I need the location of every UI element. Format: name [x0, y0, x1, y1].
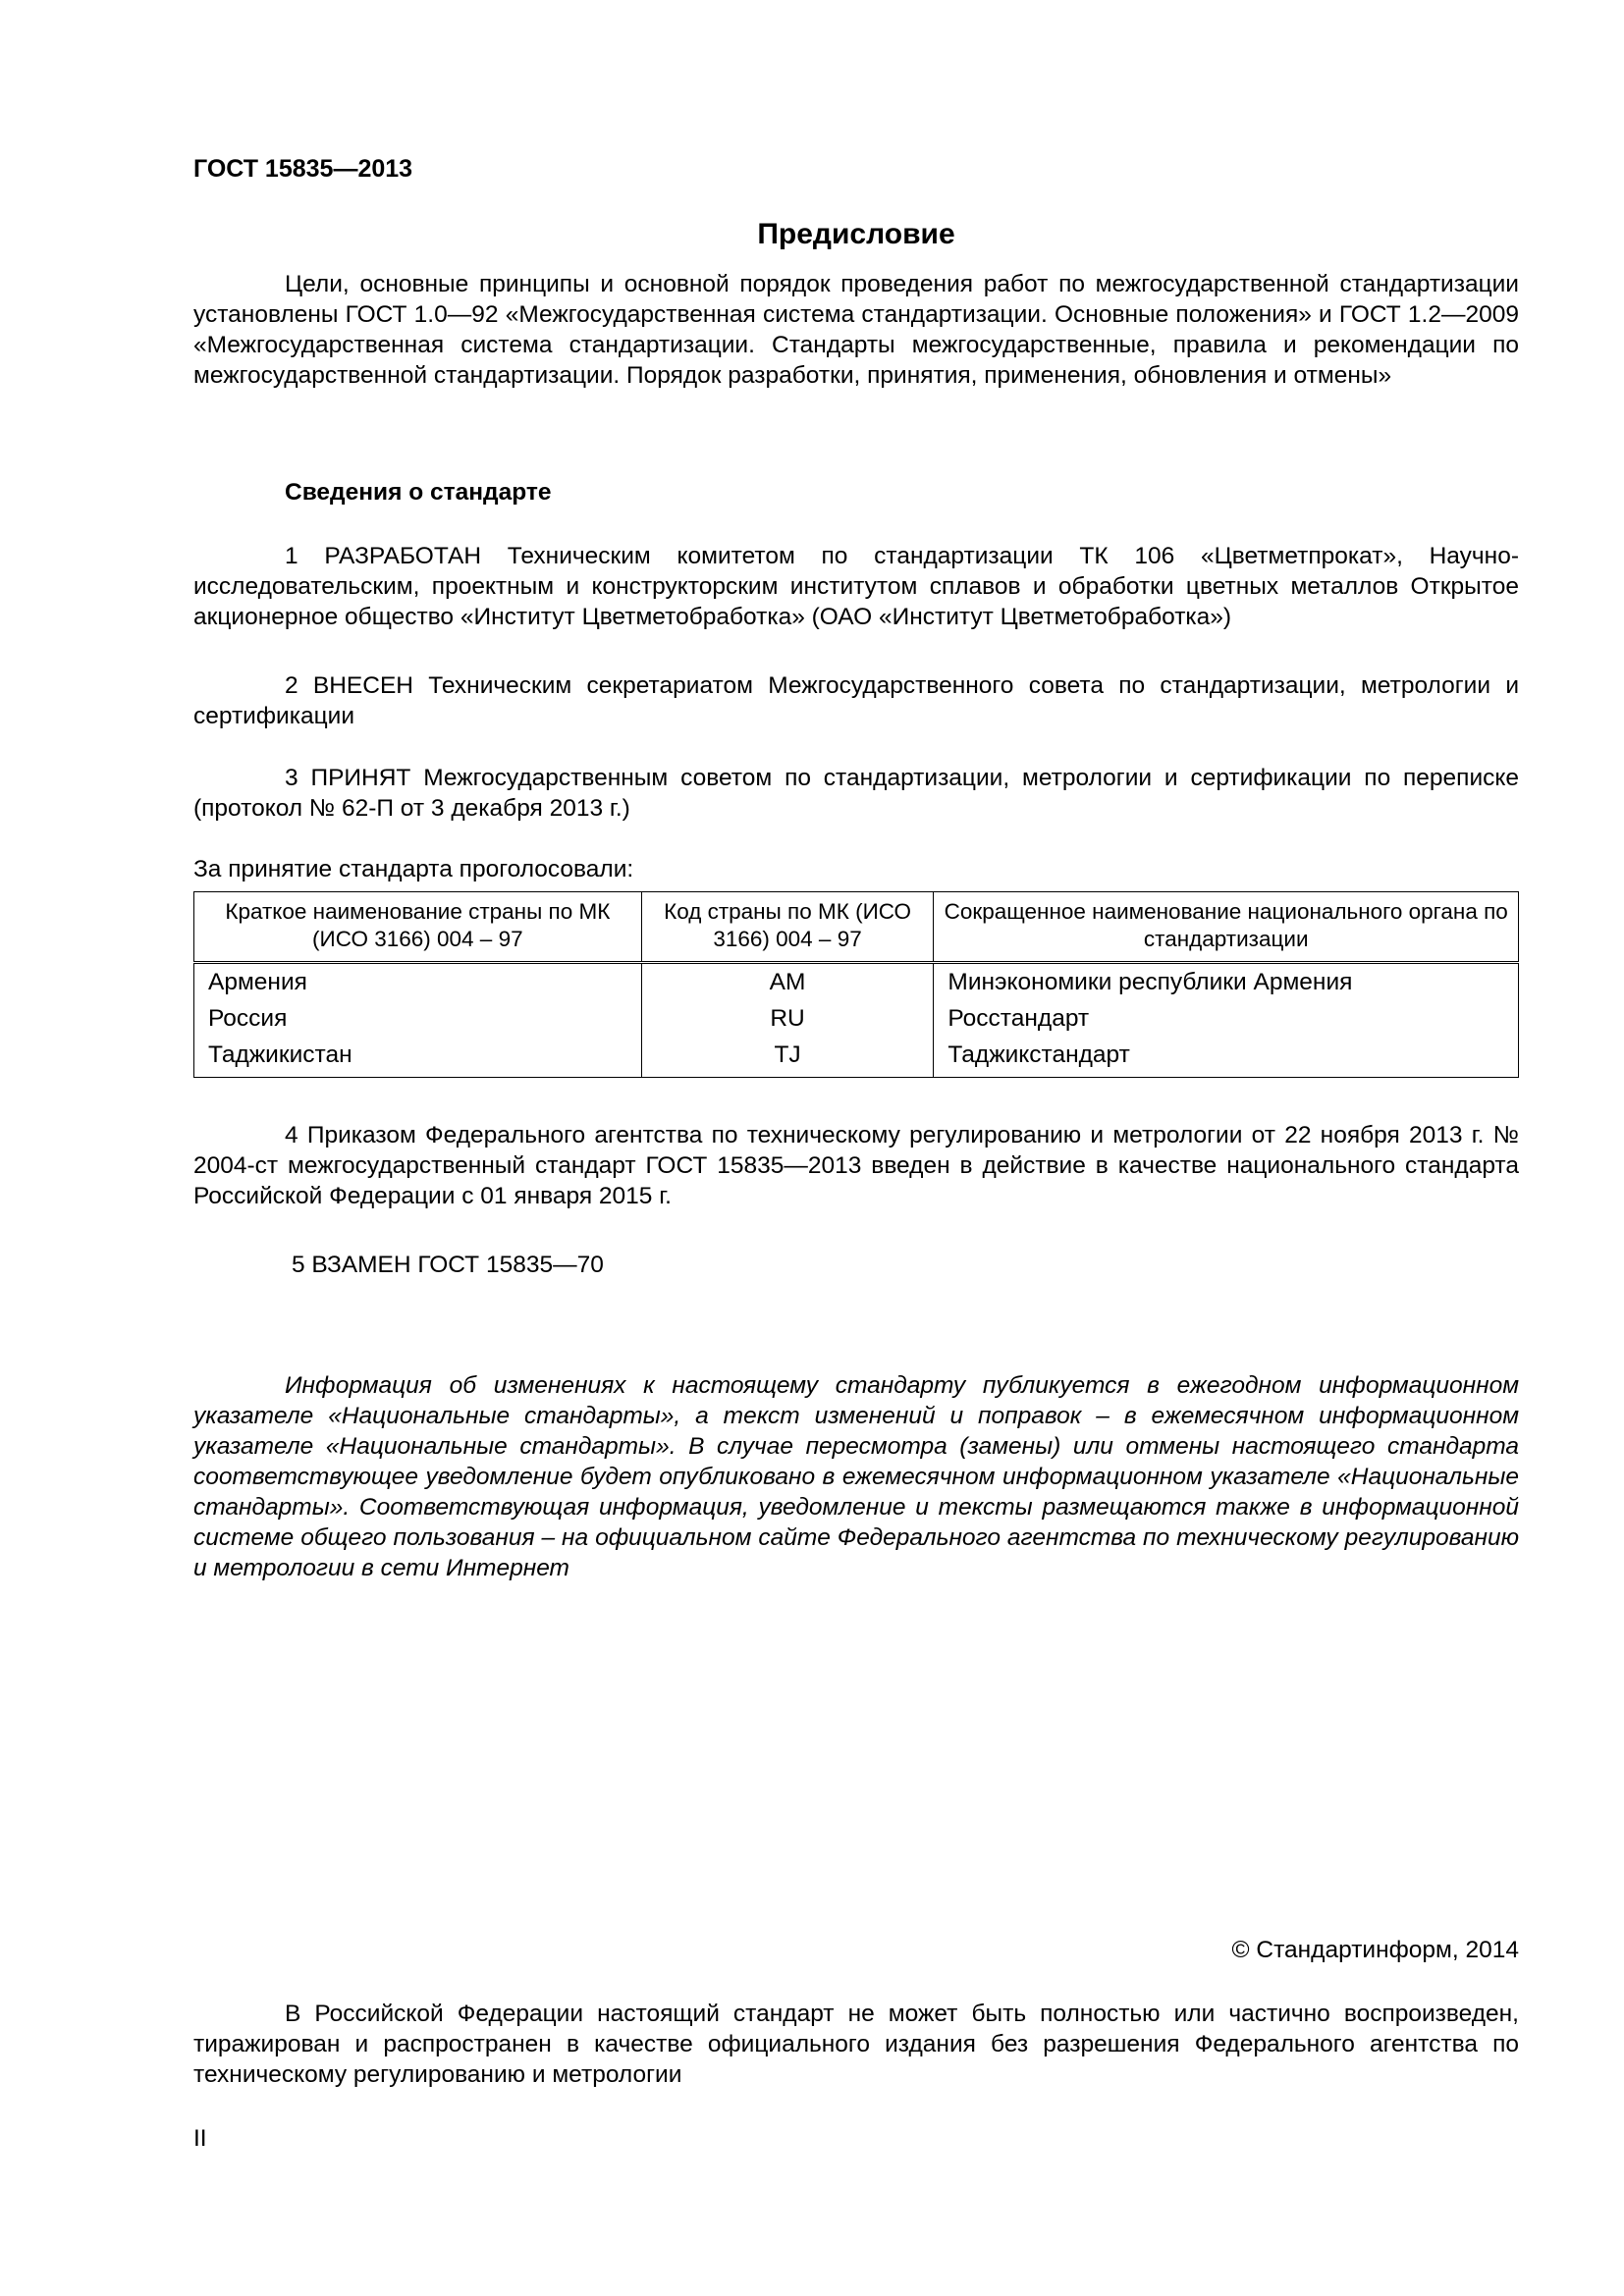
column-header-national-body: Сокращенное наименование национального органа по стандартизации [934, 892, 1519, 963]
item-4-enacted: 4 Приказом Федерального агентства по техническому регулированию и метрологии от 22 ноября 2013 г. № 2004-ст межгосударственный стандарт ГОСТ 15835—2013 введен в действие в качестве национального стандарта Российской Федерации с 01 января 2015 г. [193, 1122, 1519, 1209]
table-header-row [194, 892, 1519, 963]
voting-table [193, 891, 1519, 1078]
country-name-cell: Армения [194, 963, 642, 1001]
vote-label: За принятие стандарта проголосовали: [193, 856, 634, 882]
national-body-cell: Минэкономики республики Армения [934, 963, 1519, 1001]
page-number: II [193, 2125, 207, 2152]
column-header-country-name: Краткое наименование страны по МК (ИСО 3166) 004 – 97 [194, 892, 642, 963]
intro-paragraph: Цели, основные принципы и основной порядок проведения работ по межгосударственной стандартизации установлены ГОСТ 1.0—92 «Межгосударственная система стандартизации. Основные положения» и ГОСТ 1.2—2009 «Межгосударственная система стандартизации. Стандарты межгосударственные, правила и рекомендации по межгосударственной стандартизации. Порядок разработки, принятия, применения, обновления и отмены» [193, 271, 1519, 389]
national-body-cell: Таджикстандарт [934, 1037, 1519, 1078]
table-row [194, 1000, 1519, 1037]
national-body-cell: Росстандарт [934, 1000, 1519, 1037]
changes-info-notice: Информация об изменениях к настоящему стандарту публикуется в ежегодном информационном указателе «Национальные стандарты», а текст изменений и поправок – в ежемесячном информационном указателе «Национальные стандарты». В случае пересмотра (замены) или отмены настоящего стандарта соответствующее уведомление будет опубликовано в ежемесячном информационном указателе «Национальные стандарты». Соответствующая информация, уведомление и тексты размещаются также в информационной системе общего пользования – на официальном сайте Федерального агентства по техническому регулированию и метрологии в сети Интернет [193, 1372, 1519, 1581]
item-2-submitted: 2 ВНЕСЕН Техническим секретариатом Межгосударственного совета по стандартизации, метрологии и сертификации [193, 672, 1519, 729]
country-code-cell: AM [641, 963, 934, 1001]
item-1-developed: 1 РАЗРАБОТАН Техническим комитетом по стандартизации ТК 106 «Цветметпрокат», Научно-исследовательским, проектным и конструкторским институтом сплавов и обработки цветных металлов Открытое акционерное общество «Институт Цветметобработка» (ОАО «Институт Цветметобработка») [193, 543, 1519, 630]
rights-notice: В Российской Федерации настоящий стандарт не может быть полностью или частично воспроизведен, тиражирован и распространен в качестве официального издания без разрешения Федерального агентства по техническому регулированию и метрологии [193, 2001, 1519, 2088]
item-5-replaces: 5 ВЗАМЕН ГОСТ 15835—70 [292, 1252, 604, 1278]
column-header-country-code: Код страны по МК (ИСО 3166) 004 – 97 [641, 892, 934, 963]
country-code-cell: TJ [641, 1037, 934, 1078]
item-3-adopted: 3 ПРИНЯТ Межгосударственным советом по стандартизации, метрологии и сертификации по переписке (протокол № 62-П от 3 декабря 2013 г.) [193, 765, 1519, 822]
table-row [194, 963, 1519, 1001]
country-name-cell: Таджикистан [194, 1037, 642, 1078]
country-code-cell: RU [641, 1000, 934, 1037]
info-heading: Сведения о стандарте [285, 479, 552, 506]
table-row [194, 1037, 1519, 1078]
page-title: Предисловие [757, 218, 955, 250]
copyright-line: © Стандартинформ, 2014 [1231, 1937, 1519, 1963]
country-name-cell: Россия [194, 1000, 642, 1037]
document-code: ГОСТ 15835—2013 [193, 155, 413, 183]
